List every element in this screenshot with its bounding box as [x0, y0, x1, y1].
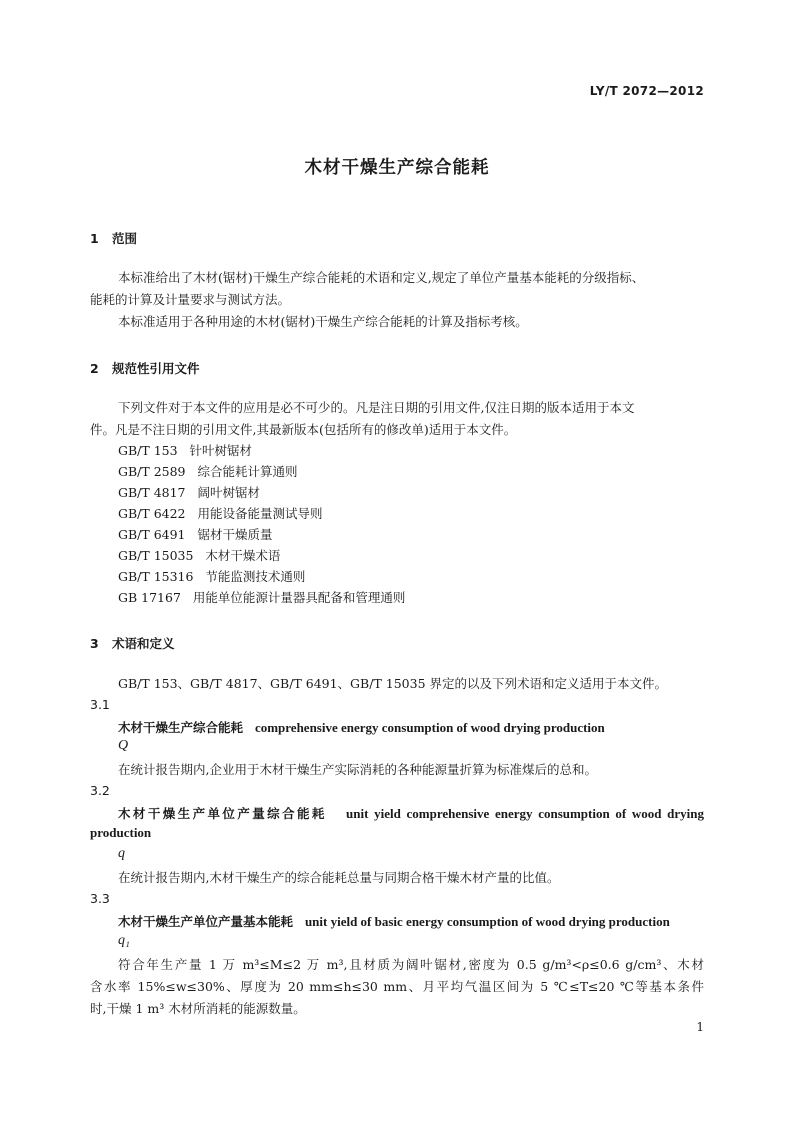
term-english: unit yield comprehensive energy consumption of wood drying	[346, 806, 705, 821]
term-english: comprehensive energy consumption of wood drying production	[254, 720, 605, 735]
page-number: 1	[696, 1020, 704, 1034]
term-number: 3.1	[90, 697, 110, 712]
reference-item	[118, 441, 252, 461]
reference-code: GB/T 6422	[118, 506, 186, 521]
reference-title: 阔叶树锯材	[197, 485, 260, 500]
standard-code: LY/T 2072—2012	[589, 84, 704, 98]
term-heading	[118, 912, 670, 930]
section-1-heading	[90, 229, 137, 247]
reference-title: 锯材干燥质量	[197, 527, 273, 542]
reference-item	[118, 462, 297, 482]
reference-code: GB/T 15316	[118, 569, 194, 584]
reference-code: GB/T 153	[118, 443, 178, 458]
term-chinese: 木材干燥生产综合能耗	[118, 720, 244, 735]
term-symbol: q₁	[118, 933, 130, 948]
section-number: 2	[90, 361, 99, 376]
term-english: production	[90, 825, 152, 840]
reference-code: GB/T 2589	[118, 464, 186, 479]
section-number: 3	[90, 636, 99, 651]
reference-title: 综合能耗计算通则	[197, 464, 298, 479]
reference-title: 节能监测技术通则	[205, 569, 306, 584]
term-symbol: q	[118, 846, 125, 861]
term-definition-line: 符合年生产量 1 万 m³≤M≤2 万 m³,且材质为阔叶锯材,密度为 0.5 g/m³<ρ≤0.6 g/cm³、木材	[118, 957, 704, 972]
term-number: 3.3	[90, 891, 110, 906]
section-3-intro: GB/T 153、GB/T 4817、GB/T 6491、GB/T 15035 界定的以及下列术语和定义适用于本文件。	[118, 676, 667, 691]
reference-item	[118, 588, 405, 608]
reference-title: 用能设备能量测试导则	[197, 506, 323, 521]
section-2-paragraph-1: 下列文件对于本文件的应用是必不可少的。凡是注日期的引用文件,仅注日期的版本适用于本文	[118, 400, 635, 415]
term-heading	[118, 718, 605, 736]
reference-item	[118, 504, 322, 524]
section-3-heading	[90, 634, 175, 652]
term-chinese: 木材干燥生产单位产量基本能耗	[118, 914, 294, 929]
term-definition: 在统计报告期内,木材干燥生产的综合能耗总量与同期合格干燥木材产量的比值。	[118, 870, 560, 885]
reference-code: GB/T 4817	[118, 485, 186, 500]
term-definition-line: 含水率 15%≤w≤30%、厚度为 20 mm≤h≤30 mm、月平均气温区间为 5 ℃≤T≤20 ℃等基本条件	[90, 979, 704, 994]
reference-title: 针叶树锯材	[189, 443, 252, 458]
reference-code: GB 17167	[118, 590, 181, 605]
section-2-paragraph-1-cont: 件。凡是不注日期的引用文件,其最新版本(包括所有的修改单)适用于本文件。	[90, 422, 517, 437]
reference-item	[118, 525, 272, 545]
term-english: unit yield of basic energy consumption of wood drying production	[304, 914, 670, 929]
reference-item	[118, 546, 280, 566]
reference-code: GB/T 6491	[118, 527, 186, 542]
section-1-paragraph-2: 本标准适用于各种用途的木材(锯材)干燥生产综合能耗的计算及指标考核。	[118, 314, 528, 329]
term-definition: 在统计报告期内,企业用于木材干燥生产实际消耗的各种能源量折算为标准煤后的总和。	[118, 762, 597, 777]
section-number: 1	[90, 231, 99, 246]
reference-code: GB/T 15035	[118, 548, 194, 563]
section-1-paragraph-1-cont: 能耗的计算及计量要求与测试方法。	[90, 292, 291, 307]
section-1-paragraph-1: 本标准给出了木材(锯材)干燥生产综合能耗的术语和定义,规定了单位产量基本能耗的分级指标、	[118, 270, 645, 285]
term-number: 3.2	[90, 783, 110, 798]
term-chinese: 木材干燥生产单位产量综合能耗	[118, 806, 327, 821]
section-title: 范围	[112, 231, 138, 246]
reference-item	[118, 567, 305, 587]
section-title: 规范性引用文件	[112, 361, 200, 376]
document-title: 木材干燥生产综合能耗	[304, 158, 490, 178]
section-title: 术语和定义	[112, 636, 175, 651]
reference-title: 木材干燥术语	[205, 548, 281, 563]
reference-title: 用能单位能源计量器具配备和管理通则	[192, 590, 406, 605]
term-symbol: Q	[118, 738, 129, 753]
term-heading-cont	[90, 825, 151, 841]
section-2-heading	[90, 359, 200, 377]
term-heading	[118, 804, 704, 822]
term-definition-line: 时,干燥 1 m³ 木材所消耗的能源数量。	[90, 1001, 306, 1016]
reference-item	[118, 483, 260, 503]
